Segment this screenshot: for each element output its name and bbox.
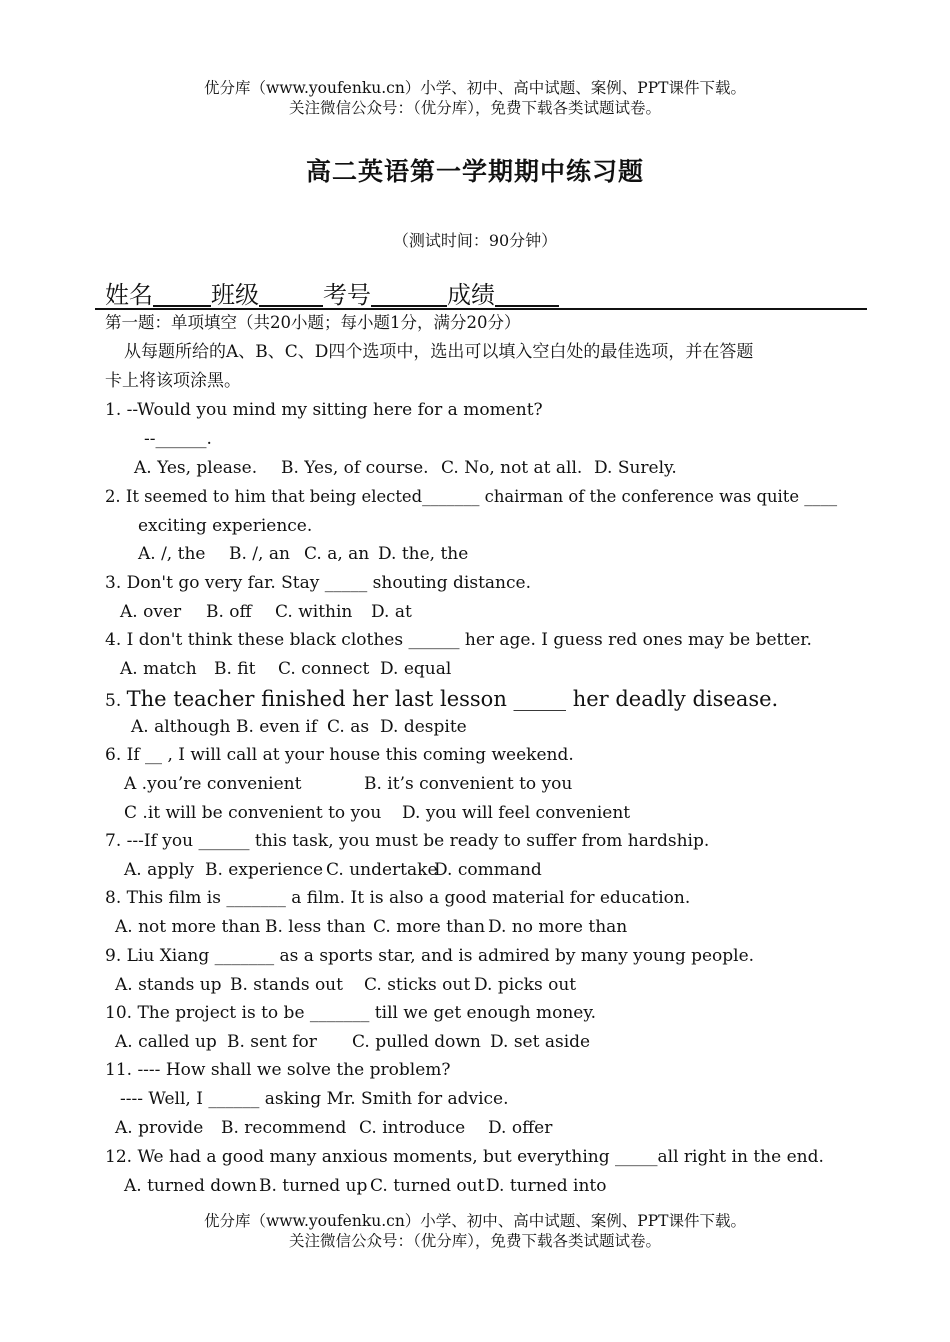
test-duration: （测试时间：90分钟）: [392, 231, 558, 250]
question-8-option-c[interactable]: C. more than: [373, 917, 486, 937]
question-2-option-c[interactable]: C. a, an: [304, 544, 370, 564]
name-blank[interactable]: [153, 281, 211, 307]
question-9-option-a[interactable]: A. stands up: [115, 975, 222, 995]
section-heading: 第一题：单项填空（共20小题；每小题1分，满分20分）: [105, 313, 521, 332]
class-label: 班级: [211, 281, 259, 309]
header-line-2: 关注微信公众号：（优分库），免费下载各类试题试卷。: [288, 99, 661, 117]
question-9-option-d[interactable]: D. picks out: [474, 975, 577, 995]
question-5-option-b[interactable]: B. even if: [236, 717, 318, 737]
question-5-text: [105, 686, 778, 714]
score-blank[interactable]: [495, 281, 559, 307]
question-12-option-a[interactable]: A. turned down: [124, 1176, 257, 1196]
question-8-option-a[interactable]: A. not more than: [115, 917, 261, 937]
section-instruction-2: 卡上将该项涂黑。: [105, 371, 241, 391]
question-10-option-b[interactable]: B. sent for: [227, 1032, 317, 1052]
question-6-text: 6. If __ , I will call at your house this coming weekend.: [105, 745, 574, 765]
question-7-option-b[interactable]: B. experience: [205, 860, 324, 880]
footer-line-2: 关注微信公众号：（优分库），免费下载各类试题试卷。: [288, 1232, 661, 1250]
question-11-option-c[interactable]: C. introduce: [359, 1118, 466, 1138]
header-line-1: 优分库（www.youfenku.cn）小学、初中、高中试题、案例、PPT课件下载。: [203, 79, 747, 97]
question-7-option-d[interactable]: D. command: [434, 860, 542, 880]
section-instruction-1: 从每题所给的A、B、C、D四个选项中，选出可以填入空白处的最佳选项，并在答题: [124, 342, 754, 362]
question-3-text: 3. Don't go very far. Stay _____ shouting distance.: [105, 573, 531, 593]
question-3-option-c[interactable]: C. within: [275, 602, 353, 622]
question-1-option-a[interactable]: A. Yes, please.: [134, 458, 258, 478]
question-2-text: 2. It seemed to him that being elected_______ chairman of the conference was quite ____: [105, 487, 838, 506]
question-3-option-d[interactable]: D. at: [371, 602, 412, 622]
question-12-option-c[interactable]: C. turned out: [370, 1176, 485, 1196]
question-4-option-d[interactable]: D. equal: [380, 659, 452, 679]
question-1-option-c[interactable]: C. No, not at all.: [441, 458, 583, 478]
question-12-option-b[interactable]: B. turned up: [259, 1176, 368, 1196]
question-1-text: 1. --Would you mind my sitting here for a moment?: [105, 400, 543, 420]
question-10-option-c[interactable]: C. pulled down: [352, 1032, 481, 1052]
footer-line-1: 优分库（www.youfenku.cn）小学、初中、高中试题、案例、PPT课件下载。: [203, 1212, 747, 1230]
question-7-text: 7. ---If you ______ this task, you must be ready to suffer from hardship.: [105, 831, 710, 851]
question-6-option-c[interactable]: C .it will be convenient to you: [124, 803, 382, 823]
question-3-option-a[interactable]: A. over: [120, 602, 182, 622]
class-blank[interactable]: [259, 281, 323, 307]
info-divider: [95, 308, 867, 310]
question-5-number: 5.: [105, 691, 122, 711]
name-label: 姓名: [105, 281, 153, 309]
question-2-option-b[interactable]: B. /, an: [229, 544, 290, 564]
question-6-option-b[interactable]: B. it’s convenient to you: [364, 774, 573, 794]
question-5-sentence: The teacher finished her last lesson _____ her deadly disease.: [126, 687, 779, 711]
question-7-option-c[interactable]: C. undertake: [326, 860, 438, 880]
question-5-option-a[interactable]: A. although: [131, 717, 231, 737]
page-title: 高二英语第一学期期中练习题: [305, 157, 644, 186]
question-4-option-a[interactable]: A. match: [120, 659, 197, 679]
question-7-option-a[interactable]: A. apply: [124, 860, 195, 880]
question-8-option-b[interactable]: B. less than: [265, 917, 366, 937]
question-12-text: 12. We had a good many anxious moments, but everything _____all right in the end.: [105, 1147, 824, 1167]
question-6-option-d[interactable]: D. you will feel convenient: [402, 803, 631, 823]
question-10-option-d[interactable]: D. set aside: [490, 1032, 591, 1052]
student-info-line: [105, 280, 559, 310]
question-9-option-c[interactable]: C. sticks out: [364, 975, 471, 995]
question-11-text: 11. ---- How shall we solve the problem?: [105, 1060, 451, 1080]
question-8-text: 8. This film is _______ a film. It is also a good material for education.: [105, 888, 691, 908]
question-10-option-a[interactable]: A. called up: [115, 1032, 217, 1052]
number-label: 考号: [323, 281, 371, 309]
question-2-option-d[interactable]: D. the, the: [378, 544, 469, 564]
question-2-option-a[interactable]: A. /, the: [138, 544, 206, 564]
question-2-text-cont: exciting experience.: [138, 516, 313, 536]
question-1-option-b[interactable]: B. Yes, of course.: [281, 458, 429, 478]
question-5-option-d[interactable]: D. despite: [380, 717, 467, 737]
question-9-option-b[interactable]: B. stands out: [230, 975, 343, 995]
question-5-option-c[interactable]: C. as: [327, 717, 370, 737]
question-6-option-a[interactable]: A .you’re convenient: [124, 774, 302, 794]
question-11-option-b[interactable]: B. recommend: [221, 1118, 347, 1138]
question-12-option-d[interactable]: D. turned into: [486, 1176, 607, 1196]
question-10-text: 10. The project is to be _______ till we get enough money.: [105, 1003, 597, 1023]
question-1-line2: --______.: [144, 429, 212, 449]
question-8-option-d[interactable]: D. no more than: [488, 917, 628, 937]
question-4-option-c[interactable]: C. connect: [278, 659, 370, 679]
question-4-option-b[interactable]: B. fit: [214, 659, 256, 679]
question-9-text: 9. Liu Xiang _______ as a sports star, and is admired by many young people.: [105, 946, 755, 966]
question-11-option-a[interactable]: A. provide: [115, 1118, 204, 1138]
number-blank[interactable]: [371, 281, 447, 307]
question-1-option-d[interactable]: D. Surely.: [594, 458, 677, 478]
score-label: 成绩: [447, 281, 495, 309]
question-11-option-d[interactable]: D. offer: [488, 1118, 553, 1138]
question-11-line2: ---- Well, I ______ asking Mr. Smith for advice.: [120, 1089, 509, 1109]
question-4-text: 4. I don't think these black clothes ______ her age. I guess red ones may be better.: [105, 630, 812, 650]
question-3-option-b[interactable]: B. off: [206, 602, 252, 622]
